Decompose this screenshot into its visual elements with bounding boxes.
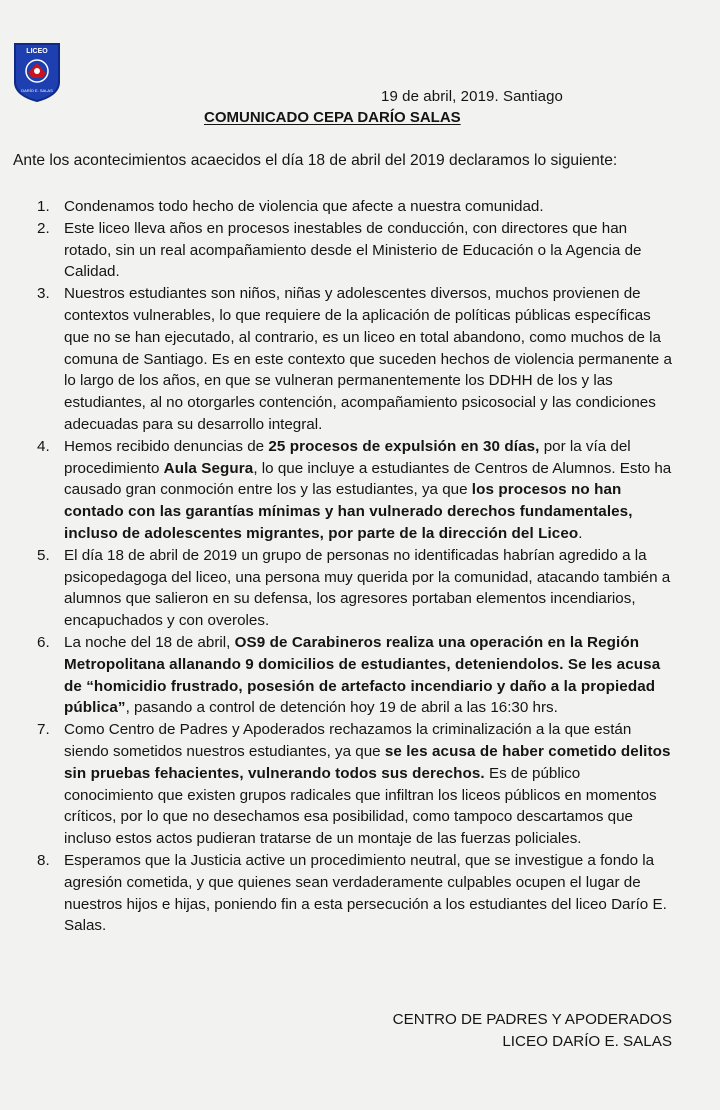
declaration-item [0,436,672,545]
item-text [64,545,672,632]
item-text-segment: Es de público conocimiento que existen grupos radicales que infiltran los liceos públicos en momentos críticos, por lo que no desechamos esa posibilidad, como tampoco descartamos que incluso estos actos pudieran tratarse de un montaje de las fuerzas policiales. [64,764,657,848]
item-number: 3. [37,285,50,303]
school-logo [13,42,61,102]
signature-block [393,1009,672,1052]
item-text-segment: por la vía del procedimiento [64,437,631,477]
item-text-segment: Hemos recibido denuncias de [64,437,269,455]
declaration-item [0,196,672,218]
signature-line-organization: CENTRO DE PADRES Y APODERADOS [392,1011,672,1028]
date-location-line: 19 de abril, 2019. Santiago [381,88,564,105]
emphasized-text: OS9 de Carabineros realiza una operación en la Región Metropolitana allanando 9 domicilios de estudiantes, deteniendolos. Se les acusa de “homicidio frustrado, posesión de artefacto incendiario y daño a la propiedad pública” [64,633,661,717]
item-text [64,719,672,850]
item-number: 7. [37,721,50,739]
item-text [64,218,672,283]
item-number: 1. [37,198,50,215]
school-crest-icon [13,42,61,102]
declaration-item [0,283,672,436]
item-text [64,850,672,937]
item-text-segment: La noche del 18 de abril, [64,633,235,651]
item-text-segment: Nuestros estudiantes son niños, niñas y adolescentes diversos, muchos provienen de contextos vulnerables, lo que requiere de la aplicación de políticas públicas específicas que no se han ejecutado, al contrario, es un liceo en total abandono, como muchos de la comuna de Santiago. Es en este contexto que suceden hechos de violencia permanente a lo largo de los años, en que se vulneran permanentemente los DDHH de los y las estudiantes, al no otorgarles contención, acompañamiento psicosocial y las condiciones adecuadas para su desarrollo integral. [64,285,672,433]
item-number: 2. [37,219,50,237]
emphasized-text: se les acusa de haber cometido delitos sin pruebas fehacientes, vulnerando todos sus derechos. [64,742,671,782]
logo-text-bottom: DARÍO E. SALAS [21,88,53,93]
item-text-segment: Este liceo lleva años en procesos inestables de conducción, con directores que han rotado, sin un real acompañamiento desde el Ministerio de Educación o la Agencia de Calidad. [64,219,642,281]
item-number: 4. [37,437,50,455]
item-number: 6. [37,633,50,651]
item-number: 5. [37,546,50,564]
declaration-item [0,545,672,632]
item-text [64,283,672,436]
intro-paragraph: Ante los acontecimientos acaecidos el día 18 de abril del 2019 declaramos lo siguiente: [13,152,618,169]
item-text-segment: Como Centro de Padres y Apoderados rechazamos la criminalización a la que están siendo sometidos nuestros estudiantes, ya que [64,721,632,760]
item-text [64,196,672,218]
communique-title: COMUNICADO CEPA DARÍO SALAS [204,109,461,126]
item-text-segment: , pasando a control de detención hoy 19 de abril a las 16:30 hrs. [125,699,558,717]
item-text-segment: Esperamos que la Justicia active un procedimiento neutral, que se investigue a fondo la agresión cometida, y que quienes sean verdaderamente culpables ocupen el lugar de nuestros hijos e hijas, poniendo fin a esta persecución a los estudiantes del liceo Darío E. Salas. [64,851,667,935]
declaration-item [0,632,672,719]
item-text [64,436,672,545]
emphasized-text: 25 procesos de expulsión en 30 días, [268,437,540,455]
declaration-item [0,218,672,283]
signature-line-school: LICEO DARÍO E. SALAS [502,1032,672,1050]
emphasized-text: los procesos no han contado con las garantías mínimas y han vulnerado derechos fundamentales, incluso de adolescentes migrantes, por parte de la dirección del Liceo [64,481,633,542]
item-number: 8. [37,851,50,869]
item-text [64,632,672,719]
emphasized-text: Aula Segura [163,459,254,477]
declaration-item [0,850,672,937]
item-text-segment: El día 18 de abril de 2019 un grupo de personas no identificadas habrían agredido a la psicopedagoga del liceo, una persona muy querida por la comunidad, atacando también a alumnos que salieron en su defensa, los agresores portaban elementos incendiarios, encapuchados y con overoles. [64,546,671,630]
declaration-list [0,196,720,937]
declaration-item [0,719,672,850]
item-text-segment: , lo que incluye a estudiantes de Centros de Alumnos. Esto ha causado gran conmoción entre los y las estudiantes, ya que [64,459,672,499]
item-text-segment: . [578,524,583,542]
logo-text-top: LICEO [26,48,48,55]
item-text-segment: Condenamos todo hecho de violencia que afecte a nuestra comunidad. [64,198,544,215]
